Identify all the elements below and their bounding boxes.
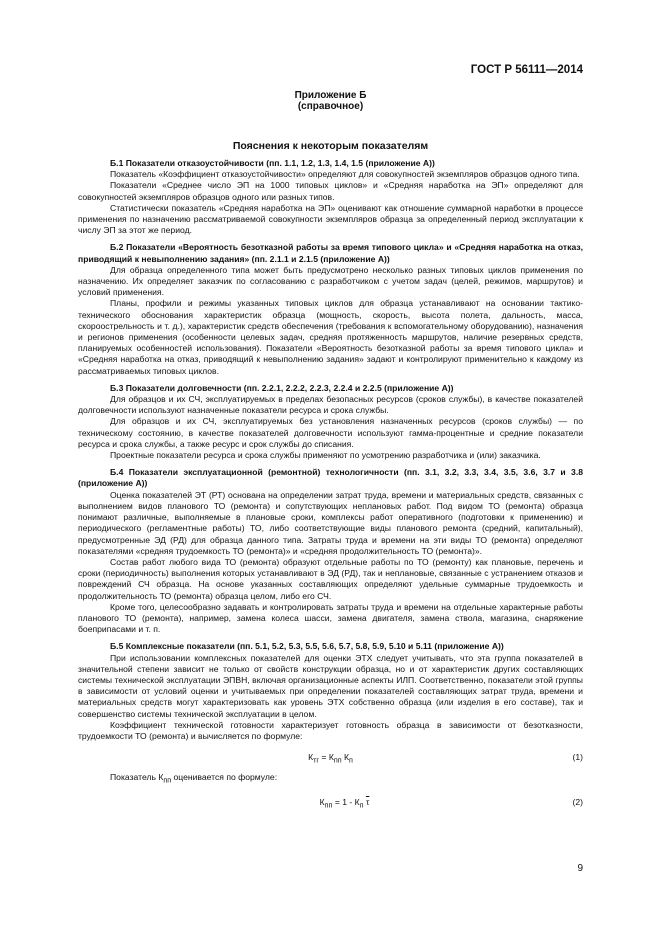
section-heading: Б.1 Показатели отказоустойчивости (пп. 1.1, 1.2, 1.3, 1.4, 1.5 (приложение А))	[110, 158, 435, 168]
formula-1-number: (1)	[572, 752, 583, 763]
paragraph: Для образца определенного типа может быть предусмотрено несколько разных типовых циклов применения по назначению. Их определяет заказчик по согласованию с разработчиком с учетом задач (целей, режимов, маршрутов) и условий применения.	[78, 264, 583, 298]
paragraph: Показатель «Коэффициент отказоустойчивости» определяют для совокупностей экземпляров образцов одного типа.	[110, 169, 580, 180]
paragraph: Статистически показатель «Средняя наработка на ЭП» оценивают как отношение суммарной наработки в процессе применения по назначению рассматриваемой совокупности экземпляров образца за определенный период эксплуатации к числу ЭП за этот же период.	[78, 202, 583, 236]
document-body	[78, 158, 583, 815]
formula-2-expression: $К_{пп} = 1 - К_п$ $\overline{\tau}$	[319, 797, 370, 810]
paragraph: Оценка показателей ЭТ (РТ) основана на определении затрат труда, времени и материальных средств, связанных с выполнением видов планового ТО (ремонта) и сопутствующих неплановых работ. Под видом ТО (ремонта) образца понимают различные, выполняемые в плановые сроки, комплексы работ оперативного (подготовки к применению) и периодического (регламентные работы) ТО, либо соответствующие виды планового ремонта (средний, капитальный), предусмотренные ЭД (РД) для образца данного типа. Затраты труда и времени на эти виды ТО (ремонта) определяют показателями «средняя трудоемкость ТО (ремонта)» и «средняя продолжительность ТО (ремонта)».	[78, 489, 583, 556]
paragraph: Показатели «Среднее число ЭП на 1000 типовых циклов» и «Средняя наработка на ЭП» определяют для совокупностей экземпляров образцов одного или разных типов.	[78, 180, 583, 202]
section-heading: Б.2 Показатели «Вероятность безотказной работы за время типового цикла» и «Средняя наработка на отказ, приводящий к невыполнению задания» (пп. 2.1.1 и 2.1.5 (приложение А))	[78, 242, 583, 264]
paragraph: Для образцов и их СЧ, эксплуатируемых в пределах безопасных ресурсов (сроков службы), в качестве показателей долговечности используют назначенные показатели ресурса и срока службы.	[78, 394, 583, 416]
section-heading: Б.4 Показатели эксплуатационной (ремонтной) технологичности (пп. 3.1, 3.2, 3.3, 3.4, 3.5, 3.6, 3.7 и 3.8 (приложение А))	[78, 467, 583, 489]
paragraph: Планы, профили и режимы указанных типовых циклов для образца устанавливают на основании тактико-технического обоснования характеристик образца (мощность, скорость, высота полета, дальность, масса, скороострельность и т. д.), характеристик средств обеспечения (требования к вспомогательному оборудованию), назначения и регионов применения (особенности целевых задач, средняя протяженность маршрутов, наличие резервных средств, планируемых особенностей использования). Показатели «Вероятность безотказной работы за время типового цикла» и «Средняя наработка на отказ, приводящий к невыполнению задания» задают и контролируют применительно к каждому из рассматриваемых типовых циклов.	[78, 298, 583, 376]
formula-2-number: (2)	[572, 797, 583, 808]
standard-number: ГОСТ Р 56111—2014	[470, 64, 583, 76]
paragraph: Состав работ любого вида ТО (ремонта) образуют отдельные работы по ТО (ремонту) как плановые, перечень и сроки (периодичность) выполнения которых устанавливают в ЭД (РД), так и неплановые, связанные с устранением отказов и повреждений СЧ образца. На основе указанных составляющих определяют удельные суммарные трудоемкость и продолжительность ТО (ремонта) образца целом, либо его СЧ.	[78, 556, 583, 601]
section-heading: Б.3 Показатели долговечности (пп. 2.2.1, 2.2.2, 2.2.3, 2.2.4 и 2.2.5 (приложение А))	[110, 382, 454, 393]
document-title: Пояснения к некоторым показателям	[232, 140, 429, 152]
section-heading: Б.5 Комплексные показатели (пп. 5.1, 5.2, 5.3, 5.5, 5.6, 5.7, 5.8, 5.9, 5.10 и 5.11 (приложение А))	[110, 641, 504, 652]
paragraph: При использовании комплексных показателей для оценки ЭТХ следует учитывать, что эта группа показателей в значительной степени зависит не только от свойств конструкции образца, но и от характеристик других составляющих системы технической эксплуатации ЭПВН, включая организационные аспекты ИЛП. Соответственно, показатели этой группы в зависимости от условий оценки и учитываемых при определении показателей составляющих затрат труда, времени и материальных средств могут характеризовать как уровень ЭТХ собственно образца (или изделия в его составе), так и совершенство системы технической эксплуатации в целом.	[78, 652, 583, 719]
formula-2	[78, 793, 583, 815]
formula-1-expression: $К_{тг} = К_{пп}$ $К_п$	[308, 752, 353, 765]
paragraph: Кроме того, целесообразно задавать и контролировать затраты труда и времени на отдельные характерные работы планового ТО (ремонта), например, замена колеса шасси, замена двигателя, замена ствола, магазина, снаряжение боеприпасами и т. п.	[78, 601, 583, 635]
annex-note: (справочное)	[297, 101, 364, 112]
annex-title: Приложение Б	[294, 90, 367, 101]
formula-1	[78, 748, 583, 770]
paragraph: Для образцов и их СЧ, эксплуатируемых без установления назначенных ресурсов (сроков службы) — по техническому состоянию, в качестве показателей долговечности используют гамма-процентные и средние показатели ресурса и срока службы, а также ресурс и срок службы до списания.	[78, 416, 583, 449]
formula-2-intro: Показатель $К_{пп}$ оценивается по формуле:	[110, 772, 278, 785]
paragraph: Коэффициент технической готовности характеризует готовность образца в зависимости от безотказности, трудоемкости ТО (ремонта) и вычисляется по формуле:	[78, 719, 583, 741]
tau-symbol: $\overline{\tau}$	[365, 797, 370, 808]
page-number: 9	[577, 863, 583, 874]
paragraph: Проектные показатели ресурса и срока службы применяют по усмотрению разработчика и (или) заказчика.	[110, 450, 541, 461]
